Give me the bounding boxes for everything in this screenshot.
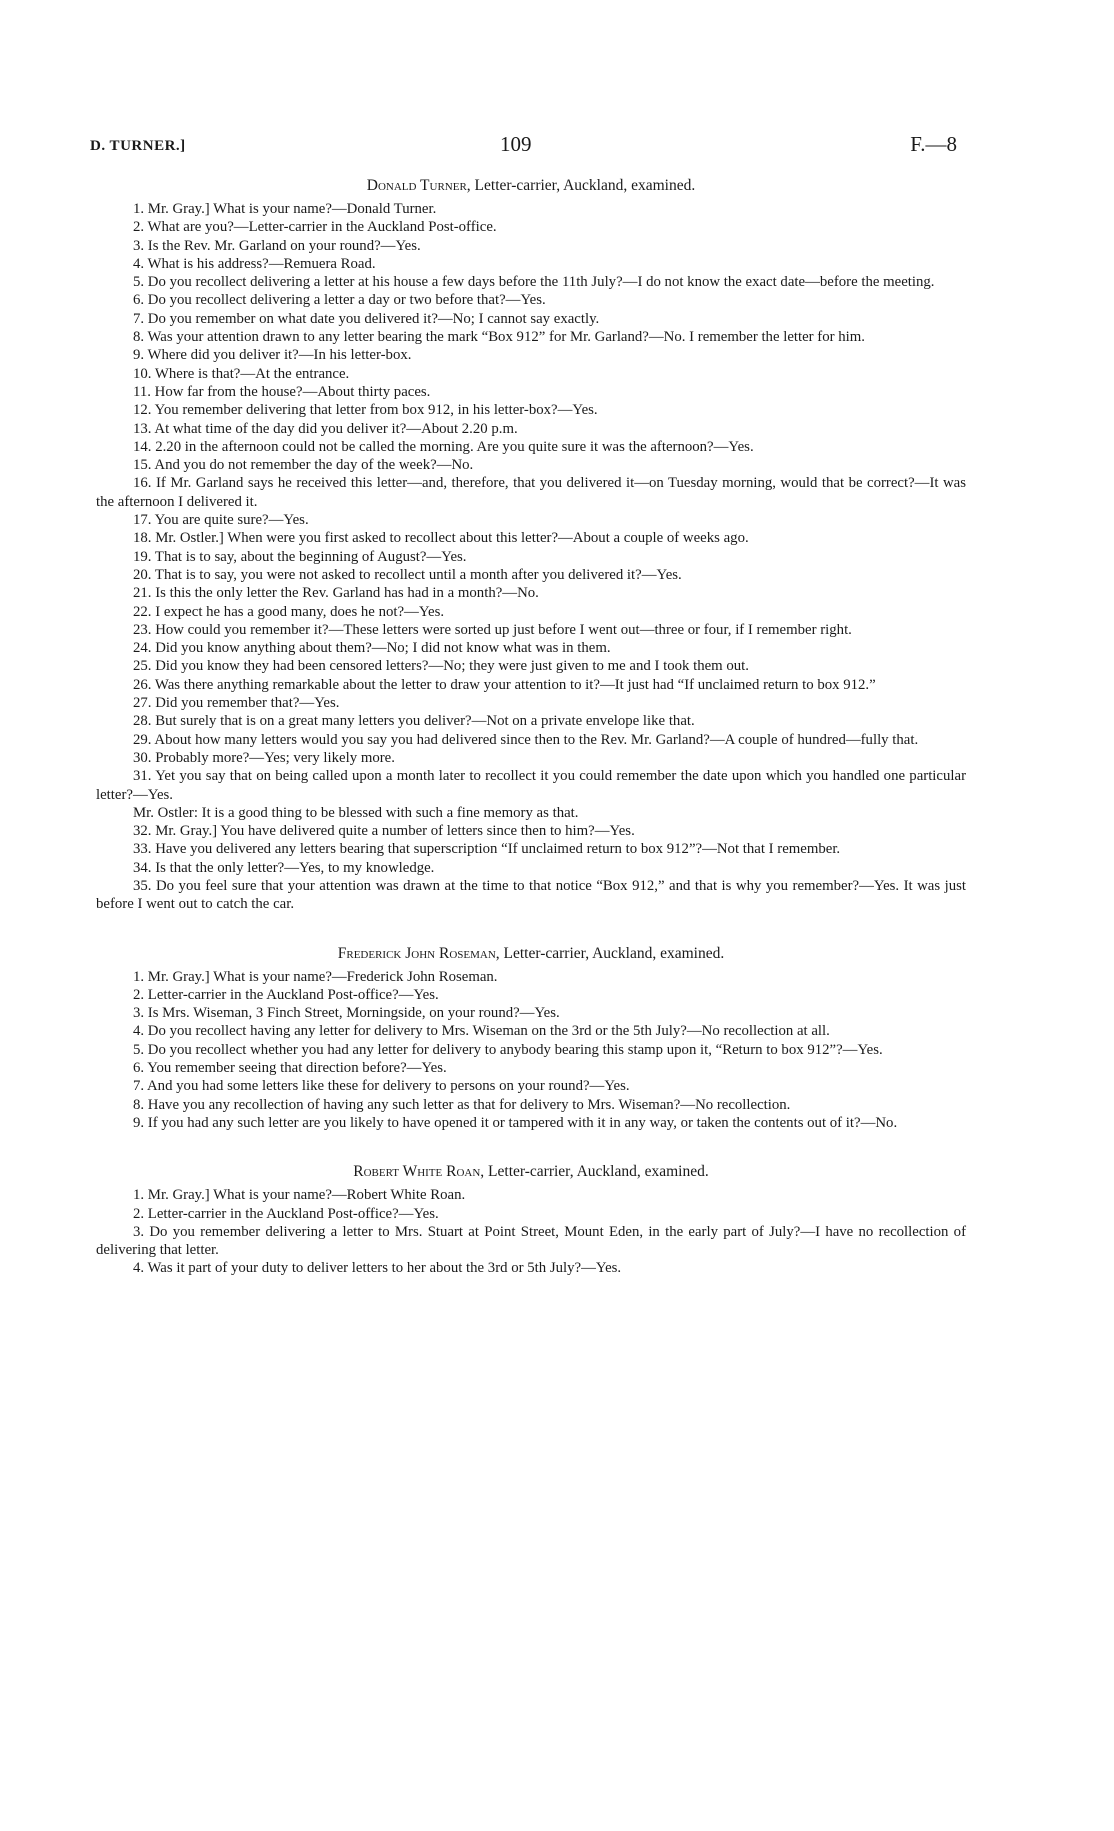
qa-line: 1. Mr. Gray.] What is your name?—Robert White Roan. — [133, 1187, 466, 1204]
heading-rest: , Letter-carrier, Auckland, examined. — [466, 177, 696, 194]
qa-line: 2. Letter-carrier in the Auckland Post-office?—Yes. — [133, 986, 439, 1003]
section-heading — [96, 1162, 966, 1182]
page-number: 109 — [500, 132, 532, 156]
qa-line: 23. How could you remember it?—These letters were sorted up just before I went out—three or four, if I remember right. — [133, 621, 852, 638]
qa-line: 3. Is Mrs. Wiseman, 3 Finch Street, Morningside, on your round?—Yes. — [133, 1005, 560, 1022]
qa-line: 9. If you had any such letter are you likely to have opened it or tampered with it in any way, or taken the contents out of it?—No. — [133, 1114, 898, 1131]
document-body — [96, 176, 966, 1278]
section-gap — [96, 914, 966, 944]
qa-line: 13. At what time of the day did you deliver it?—About 2.20 p.m. — [133, 420, 518, 437]
document-code: F.—8 — [910, 132, 957, 156]
witness-name: Frederick John Roseman — [337, 944, 496, 962]
witness-name: Robert White Roan — [353, 1163, 481, 1181]
qa-line: 27. Did you remember that?—Yes. — [133, 695, 340, 712]
qa-line: 3. Do you remember delivering a letter to Mrs. Stuart at Point Street, Mount Eden, in the early part of July?—I have no recollection of delivering that letter. — [96, 1223, 966, 1259]
qa-line: 2. What are you?—Letter-carrier in the Auckland Post-office. — [133, 219, 497, 236]
qa-line: 4. What is his address?—Remuera Road. — [133, 255, 376, 272]
qa-line: 19. That is to say, about the beginning of August?—Yes. — [133, 548, 467, 565]
heading-rest: , Letter-carrier, Auckland, examined. — [495, 944, 725, 962]
section-heading — [96, 944, 966, 964]
qa-line: 34. Is that the only letter?—Yes, to my knowledge. — [133, 859, 435, 876]
qa-line: 2. Letter-carrier in the Auckland Post-office?—Yes. — [133, 1205, 439, 1222]
qa-line: 8. Was your attention drawn to any letter bearing the mark “Box 912” for Mr. Garland?—No. I remember the letter for him. — [133, 329, 865, 346]
qa-line: 1. Mr. Gray.] What is your name?—Donald Turner. — [133, 201, 437, 217]
qa-line: 4. Was it part of your duty to deliver letters to her about the 3rd or 5th July?—Yes. — [133, 1260, 622, 1277]
witness-name: Donald Turner — [366, 177, 467, 194]
section-gap — [96, 1132, 966, 1162]
qa-line: 10. Where is that?—At the entrance. — [133, 365, 350, 382]
qa-line: 33. Have you delivered any letters bearing that superscription “If unclaimed return to box 912”?—Not that I remember. — [133, 841, 841, 858]
qa-line: 31. Yet you say that on being called upon a month later to recollect it you could remember the date upon which you handled one particular letter?—Yes. — [96, 768, 966, 803]
qa-line: 9. Where did you deliver it?—In his letter-box. — [133, 347, 412, 364]
qa-line: 1. Mr. Gray.] What is your name?—Frederick John Roseman. — [133, 968, 498, 985]
qa-line: 16. If Mr. Garland says he received this letter—and, therefore, that you delivered it—on Tuesday morning, would that be correct?—It was the afternoon I delivered it. — [96, 475, 966, 510]
qa-line: 17. You are quite sure?—Yes. — [133, 512, 309, 529]
qa-line: 6. Do you recollect delivering a letter a day or two before that?—Yes. — [133, 292, 546, 309]
qa-line: 7. Do you remember on what date you delivered it?—No; I cannot say exactly. — [133, 310, 600, 327]
testimony-robert-white-roan — [96, 1162, 966, 1277]
qa-line: 12. You remember delivering that letter from box 912, in his letter-box?—Yes. — [133, 402, 598, 419]
qa-line: 6. You remember seeing that direction before?—Yes. — [133, 1060, 447, 1077]
qa-line: 32. Mr. Gray.] You have delivered quite a number of letters since then to him?—Yes. — [133, 823, 635, 840]
qa-line: 26. Was there anything remarkable about the letter to draw your attention to it?—It just had “If unclaimed return to box 912.” — [133, 676, 876, 693]
qa-line: 28. But surely that is on a great many letters you deliver?—Not on a private envelope like that. — [133, 713, 695, 730]
qa-line: 29. About how many letters would you say you had delivered since then to the Rev. Mr. Garland?—A couple of hundred—fully that. — [133, 731, 919, 748]
section-heading — [96, 176, 966, 196]
qa-line: 8. Have you any recollection of having any such letter as that for delivery to Mrs. Wiseman?—No recollection. — [133, 1096, 791, 1113]
heading-rest: , Letter-carrier, Auckland, examined. — [480, 1163, 709, 1181]
qa-line: 15. And you do not remember the day of the week?—No. — [133, 457, 474, 474]
page-header — [0, 132, 1114, 162]
qa-line: 4. Do you recollect having any letter for delivery to Mrs. Wiseman on the 3rd or the 5th July?—No recollection at all. — [133, 1023, 830, 1040]
qa-line: 18. Mr. Ostler.] When were you first asked to recollect about this letter?—About a couple of weeks ago. — [133, 530, 749, 547]
qa-line: 20. That is to say, you were not asked to recollect until a month after you delivered it?—Yes. — [133, 566, 682, 583]
qa-line: 21. Is this the only letter the Rev. Garland has had in a month?—No. — [133, 585, 539, 602]
testimony-frederick-john-roseman — [96, 944, 966, 1133]
qa-line: 14. 2.20 in the afternoon could not be called the morning. Are you quite sure it was the afternoon?—Yes. — [133, 438, 754, 455]
qa-line: 30. Probably more?—Yes; very likely more. — [133, 749, 395, 766]
qa-line: 22. I expect he has a good many, does he not?—Yes. — [133, 603, 445, 620]
qa-line: 25. Did you know they had been censored letters?—No; they were just given to me and I took them out. — [133, 658, 749, 675]
qa-line: 3. Is the Rev. Mr. Garland on your round?—Yes. — [133, 237, 421, 254]
running-head-witness: D. TURNER.] — [90, 138, 186, 154]
qa-line: 7. And you had some letters like these for delivery to persons on your round?—Yes. — [133, 1078, 630, 1095]
qa-line: 35. Do you feel sure that your attention was drawn at the time to that notice “Box 912,” and that is why you remember?—Yes. It was just before I went out to catch the car. — [96, 877, 966, 913]
qa-line: 11. How far from the house?—About thirty paces. — [133, 383, 431, 400]
qa-line: 24. Did you know anything about them?—No; I did not know what was in them. — [133, 640, 611, 657]
testimony-donald-turner — [96, 176, 966, 914]
qa-line: 5. Do you recollect delivering a letter at his house a few days before the 11th July?—I do not know the exact date—before the meeting. — [133, 274, 935, 291]
qa-line: 5. Do you recollect whether you had any letter for delivery to anybody bearing this stamp upon it, “Return to box 912”?—Yes. — [133, 1041, 883, 1058]
qa-line: Mr. Ostler: It is a good thing to be blessed with such a fine memory as that. — [133, 804, 579, 821]
